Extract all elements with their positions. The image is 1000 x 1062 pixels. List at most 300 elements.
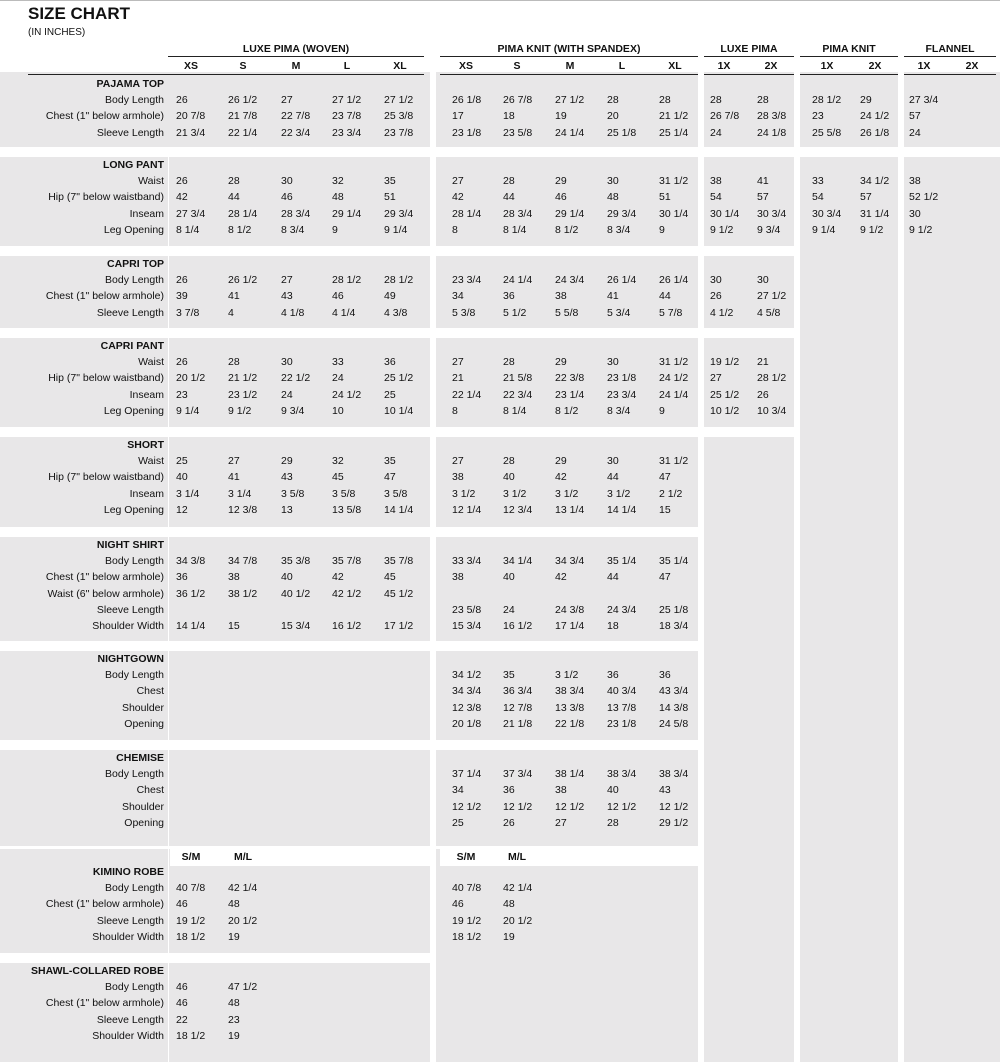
table-background — [0, 72, 1000, 1062]
column-separator — [794, 40, 800, 1062]
cell-value: 21 3/4 — [176, 126, 206, 139]
top-border — [0, 0, 1000, 1]
section-separator — [0, 641, 704, 651]
cell-value: 30 — [607, 455, 619, 467]
cell-value: 46 — [332, 290, 344, 303]
cell-value: 23 1/8 — [607, 372, 637, 385]
cell-value: 23 1/8 — [452, 126, 482, 139]
cell-value: 4 5/8 — [757, 306, 781, 319]
cell-value: 44 — [607, 471, 619, 484]
cell-value: 26 — [176, 356, 188, 368]
section-title: CAPRI TOP — [107, 258, 164, 270]
cell-value: 46 — [176, 981, 188, 993]
cell-value: 18 — [503, 110, 515, 123]
cell-value: 27 — [710, 372, 722, 385]
row-label: Chest (1" below armhole) — [45, 110, 164, 123]
cell-value: 30 — [281, 175, 293, 187]
cell-value: 25 — [384, 388, 396, 401]
cell-value: 34 7/8 — [228, 555, 258, 567]
cell-value: 45 1/2 — [384, 587, 414, 600]
cell-value: 35 1/4 — [607, 555, 637, 567]
row-label: Chest (1" below armhole) — [45, 571, 164, 584]
cell-value: 28 1/4 — [452, 207, 482, 220]
cell-value: 38 — [228, 571, 240, 584]
cell-value: 29 — [860, 94, 872, 106]
group-header: PIMA KNIT (WITH SPANDEX) — [497, 43, 641, 55]
size-header: XL — [668, 60, 682, 72]
cell-value: 42 — [555, 571, 567, 584]
cell-value: 29 — [555, 455, 567, 467]
cell-value: 49 — [384, 290, 396, 303]
cell-value: 38 — [710, 175, 722, 187]
cell-value: 34 3/8 — [176, 555, 206, 567]
cell-value: 29 3/4 — [384, 207, 414, 220]
cell-value: 23 3/4 — [332, 126, 362, 139]
cell-value: 31 1/2 — [659, 455, 689, 467]
cell-value: 41 — [228, 471, 240, 484]
group-header: LUXE PIMA (WOVEN) — [242, 43, 350, 55]
size-header: S — [513, 60, 521, 72]
row-label: Leg Opening — [103, 503, 164, 516]
cell-value: 5 1/2 — [503, 306, 527, 319]
cell-value: 23 5/8 — [503, 126, 533, 139]
cell-value: 39 — [176, 290, 188, 303]
cell-value: 32 — [332, 455, 344, 467]
cell-value: 19 — [555, 110, 567, 123]
cell-value: 12 — [176, 503, 188, 516]
row-label: Body Length — [105, 555, 164, 567]
size-header: XL — [393, 60, 407, 72]
cell-value: 21 — [452, 372, 464, 385]
cell-value: 25 1/8 — [607, 126, 637, 139]
size-header: 2X — [965, 60, 979, 72]
cell-value: 44 — [607, 571, 619, 584]
cell-value: 23 — [176, 388, 188, 401]
cell-value: 28 3/8 — [757, 110, 787, 123]
cell-value: 8 1/2 — [555, 223, 579, 236]
header-underline — [904, 74, 996, 75]
cell-value: 40 — [176, 471, 188, 484]
cell-value: 38 — [452, 571, 464, 584]
cell-value: 25 — [452, 816, 464, 829]
cell-value: 28 1/2 — [757, 372, 787, 385]
cell-value: 38 — [909, 175, 921, 187]
section-title: KIMINO ROBE — [92, 866, 164, 878]
cell-value: 47 — [384, 471, 396, 484]
cell-value: 54 — [812, 191, 824, 204]
cell-value: 30 1/4 — [710, 207, 740, 220]
cell-value: 12 1/2 — [607, 800, 637, 813]
cell-value: 26 7/8 — [710, 110, 740, 123]
row-label: Chest — [136, 784, 164, 797]
cell-value: 12 3/8 — [228, 503, 258, 516]
row-label: Sleeve Length — [96, 603, 164, 616]
column-separator — [698, 40, 704, 1062]
cell-value: 9 3/4 — [281, 404, 305, 417]
cell-value: 29 1/4 — [555, 207, 585, 220]
cell-value: 24 5/8 — [659, 717, 689, 730]
cell-value: 19 1/2 — [710, 356, 740, 368]
cell-value: 40 — [607, 784, 619, 797]
cell-value: 24 1/4 — [659, 388, 689, 401]
cell-value: 30 — [757, 274, 769, 286]
row-label: Body Length — [105, 981, 164, 993]
cell-value: 46 — [555, 191, 567, 204]
cell-value: 40 7/8 — [452, 882, 482, 894]
group-underline — [704, 56, 794, 57]
cell-value: 24 1/8 — [757, 126, 787, 139]
size-header: L — [618, 60, 626, 72]
cell-value: 43 — [281, 471, 293, 484]
cell-value: 34 3/4 — [555, 555, 585, 567]
cell-value: 9 — [659, 223, 665, 236]
cell-value: 12 1/2 — [452, 800, 482, 813]
cell-value: 42 — [452, 191, 464, 204]
cell-value: 26 1/4 — [659, 274, 689, 286]
section-title: CAPRI PANT — [100, 340, 164, 352]
cell-value: 36 — [607, 669, 619, 681]
cell-value: 36 — [503, 290, 515, 303]
group-header: LUXE PIMA — [720, 43, 778, 55]
group-underline — [800, 56, 898, 57]
cell-value: 16 1/2 — [332, 620, 362, 633]
cell-value: 25 5/8 — [812, 126, 842, 139]
cell-value: 3 1/2 — [555, 487, 579, 500]
row-label: Chest — [136, 685, 164, 698]
section-separator — [0, 953, 430, 963]
cell-value: 51 — [384, 191, 396, 204]
section-separator — [0, 328, 800, 338]
cell-value: 27 3/4 — [909, 94, 939, 106]
cell-value: 28 3/4 — [503, 207, 533, 220]
cell-value: 57 — [757, 191, 769, 204]
cell-value: 35 1/4 — [659, 555, 689, 567]
cell-value: 10 3/4 — [757, 404, 787, 417]
row-label: Waist — [138, 175, 164, 187]
cell-value: 28 1/2 — [384, 274, 414, 286]
cell-value: 26 — [176, 175, 188, 187]
cell-value: 40 1/2 — [281, 587, 311, 600]
size-header: 1X — [820, 60, 834, 72]
cell-value: 27 — [452, 175, 464, 187]
cell-value: 27 1/2 — [332, 94, 362, 106]
cell-value: 48 — [332, 191, 344, 204]
cell-value: 27 — [452, 455, 464, 467]
cell-value: 24 1/2 — [659, 372, 689, 385]
row-label: Chest (1" below armhole) — [45, 290, 164, 303]
section-title: SHORT — [127, 439, 164, 451]
robe-size-header: M/L — [507, 851, 527, 863]
cell-value: 3 1/2 — [607, 487, 631, 500]
cell-value: 29 3/4 — [607, 207, 637, 220]
row-label: Body Length — [105, 768, 164, 780]
cell-value: 35 — [384, 455, 396, 467]
cell-value: 42 — [332, 571, 344, 584]
cell-value: 35 7/8 — [332, 555, 362, 567]
cell-value: 3 1/2 — [452, 487, 476, 500]
cell-value: 33 — [812, 175, 824, 187]
cell-value: 22 1/4 — [452, 388, 482, 401]
cell-value: 5 7/8 — [659, 306, 683, 319]
cell-value: 23 7/8 — [332, 110, 362, 123]
cell-value: 47 — [659, 571, 671, 584]
cell-value: 25 3/8 — [384, 110, 414, 123]
cell-value: 34 — [452, 290, 464, 303]
column-separator — [168, 150, 169, 1062]
cell-value: 3 1/4 — [176, 487, 200, 500]
row-label: Opening — [124, 816, 164, 829]
size-header: 1X — [917, 60, 931, 72]
size-header: XS — [458, 60, 473, 72]
cell-value: 28 1/4 — [228, 207, 258, 220]
cell-value: 8 1/4 — [503, 223, 527, 236]
cell-value: 24 — [909, 126, 921, 139]
cell-value: 20 1/2 — [228, 914, 258, 927]
cell-value: 23 1/4 — [555, 388, 585, 401]
cell-value: 30 1/4 — [659, 207, 689, 220]
cell-value: 27 — [555, 816, 567, 829]
cell-value: 3 1/2 — [503, 487, 527, 500]
cell-value: 24 — [503, 603, 515, 616]
row-label: Sleeve Length — [96, 914, 164, 927]
cell-value: 24 1/4 — [555, 126, 585, 139]
cell-value: 28 1/2 — [332, 274, 362, 286]
cell-value: 43 3/4 — [659, 685, 689, 698]
cell-value: 12 1/2 — [659, 800, 689, 813]
cell-value: 20 1/2 — [503, 914, 533, 927]
group-underline — [168, 56, 424, 57]
cell-value: 29 — [555, 175, 567, 187]
row-label: Inseam — [129, 388, 164, 401]
cell-value: 25 1/8 — [659, 603, 689, 616]
cell-value: 25 — [176, 455, 188, 467]
row-label: Body Length — [105, 94, 164, 106]
cell-value: 28 — [710, 94, 722, 106]
cell-value: 14 3/8 — [659, 701, 689, 714]
cell-value: 15 3/4 — [281, 620, 311, 633]
cell-value: 15 3/4 — [452, 620, 482, 633]
cell-value: 27 1/2 — [384, 94, 414, 106]
group-underline — [904, 56, 996, 57]
row-label: Hip (7" below waistband) — [48, 191, 164, 204]
cell-value: 26 — [757, 388, 769, 401]
cell-value: 17 1/4 — [555, 620, 585, 633]
size-header: S — [239, 60, 247, 72]
cell-value: 40 — [281, 571, 293, 584]
column-separator — [430, 40, 436, 1062]
cell-value: 30 — [909, 207, 921, 220]
cell-value: 28 — [503, 356, 515, 368]
cell-value: 21 1/2 — [228, 372, 258, 385]
cell-value: 48 — [607, 191, 619, 204]
cell-value: 46 — [176, 898, 188, 911]
cell-value: 24 1/4 — [503, 274, 533, 286]
cell-value: 13 7/8 — [607, 701, 637, 714]
row-label: Shoulder Width — [92, 620, 164, 633]
cell-value: 24 3/4 — [607, 603, 637, 616]
cell-value: 15 — [228, 620, 240, 633]
cell-value: 9 1/4 — [176, 404, 200, 417]
cell-value: 27 1/2 — [757, 290, 787, 303]
cell-value: 22 1/2 — [281, 372, 311, 385]
cell-value: 22 1/8 — [555, 717, 585, 730]
cell-value: 4 1/4 — [332, 306, 356, 319]
cell-value: 23 7/8 — [384, 126, 414, 139]
row-label: Leg Opening — [103, 223, 164, 236]
cell-value: 12 1/4 — [452, 503, 482, 516]
cell-value: 28 — [503, 455, 515, 467]
row-label: Shoulder Width — [92, 930, 164, 943]
cell-value: 31 1/2 — [659, 175, 689, 187]
cell-value: 44 — [659, 290, 671, 303]
cell-value: 36 1/2 — [176, 587, 206, 600]
cell-value: 38 — [452, 471, 464, 484]
cell-value: 21 1/8 — [503, 717, 533, 730]
cell-value: 41 — [607, 290, 619, 303]
row-label: Body Length — [105, 882, 164, 894]
cell-value: 5 3/4 — [607, 306, 631, 319]
cell-value: 38 3/4 — [607, 768, 637, 780]
cell-value: 32 — [332, 175, 344, 187]
cell-value: 23 — [228, 1013, 240, 1026]
cell-value: 21 7/8 — [228, 110, 258, 123]
size-header: L — [343, 60, 351, 72]
cell-value: 36 — [659, 669, 671, 681]
cell-value: 8 — [452, 404, 458, 417]
header-underline — [800, 74, 898, 75]
cell-value: 51 — [659, 191, 671, 204]
cell-value: 12 1/2 — [555, 800, 585, 813]
cell-value: 26 — [503, 816, 515, 829]
cell-value: 8 3/4 — [281, 223, 305, 236]
cell-value: 10 1/4 — [384, 404, 414, 417]
cell-value: 48 — [228, 997, 240, 1010]
cell-value: 35 7/8 — [384, 555, 414, 567]
cell-value: 4 1/8 — [281, 306, 305, 319]
cell-value: 48 — [503, 898, 515, 911]
section-separator — [0, 527, 704, 537]
section-title: PAJAMA TOP — [96, 78, 164, 90]
cell-value: 26 1/2 — [228, 94, 258, 106]
cell-value: 18 1/2 — [452, 930, 482, 943]
cell-value: 38 — [555, 784, 567, 797]
cell-value: 22 3/4 — [503, 388, 533, 401]
cell-value: 26 — [176, 274, 188, 286]
section-separator — [0, 147, 1000, 157]
cell-value: 25 1/4 — [659, 126, 689, 139]
cell-value: 8 1/2 — [228, 223, 252, 236]
cell-value: 18 1/2 — [176, 930, 206, 943]
row-label: Waist — [138, 455, 164, 467]
cell-value: 38 1/4 — [555, 768, 585, 780]
cell-value: 26 7/8 — [503, 94, 533, 106]
page-subtitle: (IN INCHES) — [28, 27, 86, 38]
cell-value: 23 1/2 — [228, 388, 258, 401]
cell-value: 28 3/4 — [281, 207, 311, 220]
cell-value: 18 3/4 — [659, 620, 689, 633]
row-label: Hip (7" below waistband) — [48, 372, 164, 385]
cell-value: 21 — [757, 356, 769, 368]
header-underline — [28, 74, 168, 75]
section-separator — [0, 740, 704, 750]
cell-value: 27 3/4 — [176, 207, 206, 220]
cell-value: 19 1/2 — [452, 914, 482, 927]
row-label: Sleeve Length — [96, 126, 164, 139]
robe-size-header: S/M — [181, 851, 201, 863]
cell-value: 24 3/8 — [555, 603, 585, 616]
cell-value: 47 1/2 — [228, 981, 258, 993]
header-underline — [440, 74, 698, 75]
cell-value: 36 — [384, 356, 396, 368]
cell-value: 13 1/4 — [555, 503, 585, 516]
cell-value: 12 7/8 — [503, 701, 533, 714]
cell-value: 45 — [384, 571, 396, 584]
cell-value: 44 — [503, 191, 515, 204]
cell-value: 8 3/4 — [607, 223, 631, 236]
cell-value: 52 1/2 — [909, 191, 939, 204]
cell-value: 12 3/4 — [503, 503, 533, 516]
cell-value: 40 — [503, 471, 515, 484]
cell-value: 41 — [757, 175, 769, 187]
cell-value: 28 — [503, 175, 515, 187]
cell-value: 31 1/4 — [860, 207, 890, 220]
cell-value: 3 1/4 — [228, 487, 252, 500]
cell-value: 40 7/8 — [176, 882, 206, 894]
size-header: M — [291, 60, 301, 72]
page-title: SIZE CHART — [28, 4, 130, 23]
cell-value: 9 3/4 — [757, 223, 781, 236]
row-label: Opening — [124, 717, 164, 730]
cell-value: 26 — [710, 290, 722, 303]
cell-value: 9 1/4 — [812, 223, 836, 236]
cell-value: 29 1/2 — [659, 816, 689, 829]
cell-value: 30 — [607, 356, 619, 368]
cell-value: 57 — [909, 110, 921, 123]
cell-value: 8 1/4 — [503, 404, 527, 417]
cell-value: 24 3/4 — [555, 274, 585, 286]
robe-size-header: S/M — [456, 851, 476, 863]
cell-value: 27 — [452, 356, 464, 368]
cell-value: 36 — [503, 784, 515, 797]
cell-value: 10 1/2 — [710, 404, 740, 417]
cell-value: 3 5/8 — [384, 487, 408, 500]
cell-value: 21 5/8 — [503, 372, 533, 385]
cell-value: 22 7/8 — [281, 110, 311, 123]
size-header: XS — [183, 60, 198, 72]
row-label: Body Length — [105, 274, 164, 286]
cell-value: 30 — [710, 274, 722, 286]
cell-value: 35 — [384, 175, 396, 187]
cell-value: 36 3/4 — [503, 685, 533, 698]
cell-value: 27 — [228, 455, 240, 467]
size-header: 2X — [764, 60, 778, 72]
cell-value: 57 — [860, 191, 872, 204]
header-underline — [704, 74, 794, 75]
cell-value: 26 1/2 — [228, 274, 258, 286]
cell-value: 42 — [555, 471, 567, 484]
cell-value: 26 1/8 — [860, 126, 890, 139]
cell-value: 5 5/8 — [555, 306, 579, 319]
cell-value: 44 — [228, 191, 240, 204]
cell-value: 8 — [452, 223, 458, 236]
cell-value: 20 1/8 — [452, 717, 482, 730]
section-title: LONG PANT — [102, 159, 164, 171]
cell-value: 24 — [281, 388, 293, 401]
cell-value: 31 1/2 — [659, 356, 689, 368]
size-header: 2X — [868, 60, 882, 72]
cell-value: 24 1/2 — [332, 388, 362, 401]
row-label: Waist — [138, 356, 164, 368]
